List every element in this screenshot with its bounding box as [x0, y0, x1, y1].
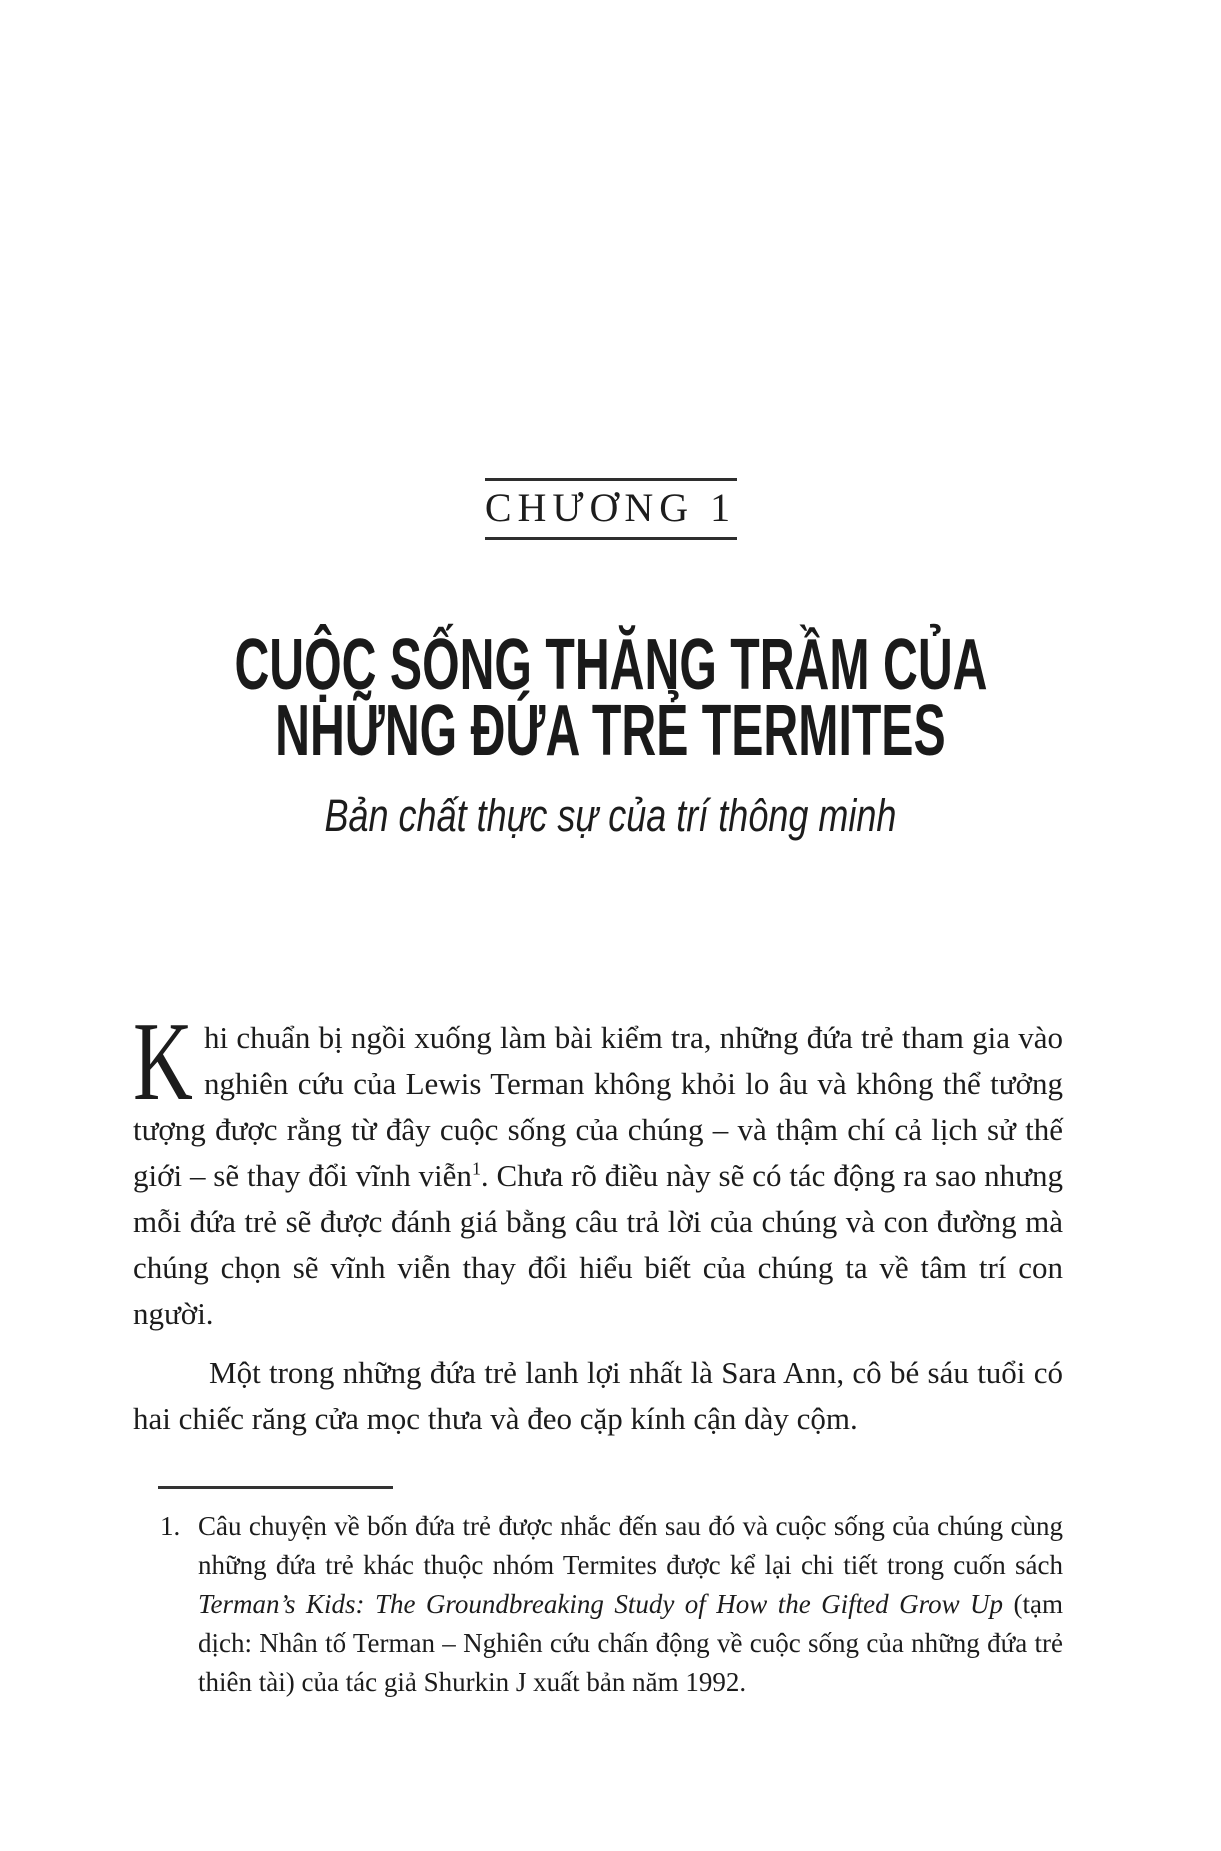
- footnote-text: [133, 1507, 1063, 1702]
- footnote: [133, 1507, 1063, 1702]
- paragraph-1: [133, 1000, 1063, 1337]
- paragraph-2: Một trong những đứa trẻ lanh lợi nhất là Sara Ann, cô bé sáu tuổi có hai chiếc răng cửa mọc thưa và đeo cặp kính cận dày cộm.: [133, 1355, 1063, 1436]
- chapter-block: [0, 478, 1221, 540]
- chapter-title: [0, 625, 1221, 771]
- drop-cap: K: [133, 1000, 193, 1124]
- footnote-book-title: Terman’s Kids: The Groundbreaking Study of How the Gifted Grow Up: [198, 1589, 1004, 1619]
- chapter-subtitle: [0, 789, 1221, 843]
- paragraph-1-text-continued: . Chưa rõ điều này sẽ có tác động ra sao nhưng mỗi đứa trẻ sẽ được đánh giá bằng câu trả lời của chúng và con đường mà chúng chọn sẽ vĩnh viễn thay đổi hiểu biết của chúng ta về tâm trí con người.: [133, 1158, 1063, 1331]
- chapter-rule-frame: [485, 478, 737, 540]
- footnote-text-lead: Câu chuyện về bốn đứa trẻ được nhắc đến sau đó và cuộc sống của chúng cùng những đứa trẻ khác thuộc nhóm Termites được kể lại chi tiết trong cuốn sách: [198, 1511, 1063, 1580]
- footnote-separator: [158, 1486, 393, 1489]
- chapter-label: CHƯƠNG 1: [484, 485, 737, 530]
- footnote-text-trail: (tạm dịch: Nhân tố Terman – Nghiên cứu chấn động về cuộc sống của những đứa trẻ thiên tài) của tác giả Shurkin J xuất bản năm 1992.: [198, 1589, 1063, 1697]
- footnote-reference-marker: 1: [471, 1158, 481, 1179]
- paragraph-1-text: hi chuẩn bị ngồi xuống làm bài kiểm tra, những đứa trẻ tham gia vào nghiên cứu của Lewis Terman không khỏi lo âu và không thể tưởng tượng được rằng từ đây cuộc sống của chúng – và thậm chí cả lịch sử thế giới – sẽ thay đổi vĩnh viễn: [133, 1020, 1063, 1193]
- footnote-number: 1.: [160, 1511, 181, 1541]
- chapter-title-line-1: CUỘC SỐNG THĂNG TRẦM CỦA: [233, 625, 988, 705]
- body-text: [133, 1000, 1063, 1442]
- chapter-title-line-2: NHỮNG ĐỨA TRẺ TERMITES: [275, 691, 946, 771]
- chapter-subtitle-text: Bản chất thực sự của trí thông minh: [324, 790, 897, 841]
